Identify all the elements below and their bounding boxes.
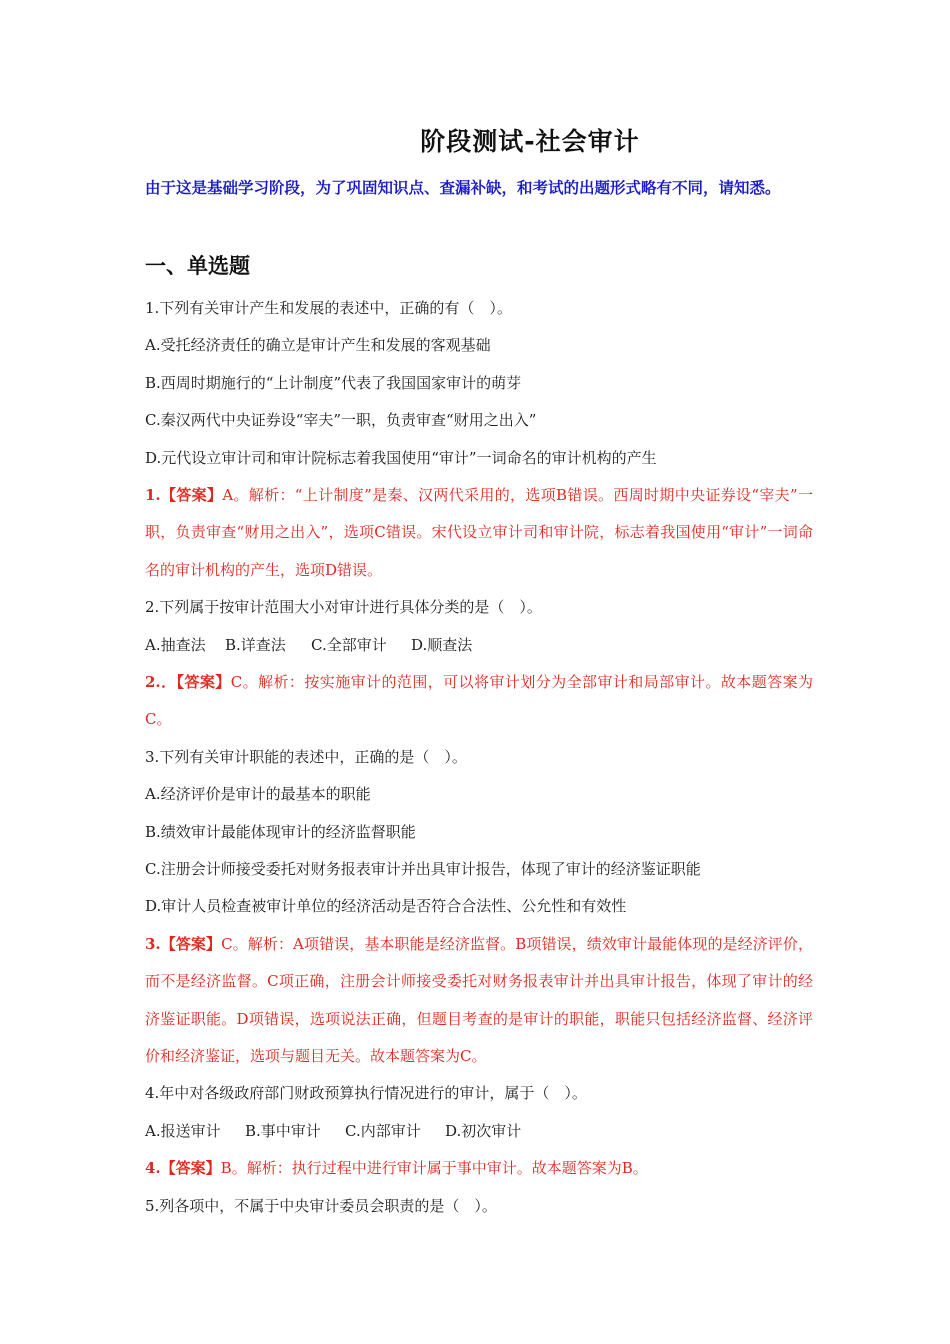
answer-explanation: A。解析：“上计制度”是秦、汉两代采用的，选项B错误。西周时期中央证券设“宰夫”一职，负责审查“财用之出入”，选项C错误。宋代设立审计司和审计院，标志着我国使用“审计”一词命名的审计机构的产生，选项D错误。	[145, 485, 813, 579]
question-4-options	[145, 1113, 813, 1150]
question-2-answer	[145, 664, 813, 739]
question-4-option-d: D.初次审计	[445, 1121, 522, 1140]
question-4-option-c: C.内部审计	[345, 1121, 421, 1140]
question-2-option-d: D.顺查法	[411, 635, 473, 654]
answer-explanation: B。解析：执行过程中进行审计属于事中审计。故本题答案为B。	[220, 1159, 648, 1178]
question-5-stem: 5.列各项中，不属于中央审计委员会职责的是（ ）。	[145, 1196, 497, 1215]
section-heading: 一、单选题	[145, 254, 250, 278]
question-3-option-d: D.审计人员检查被审计单位的经济活动是否符合合法性、公允性和有效性	[145, 897, 627, 916]
question-2-options	[145, 627, 813, 664]
question-1-option-b: B.西周时期施行的“上计制度”代表了我国国家审计的萌芽	[145, 373, 522, 392]
answer-tag: 2.．【答案】	[145, 672, 231, 691]
answer-tag: 3.【答案】	[145, 934, 222, 953]
question-1-stem: 1.下列有关审计产生和发展的表述中，正确的有（ ）。	[145, 299, 512, 317]
question-3-stem: 3.下列有关审计职能的表述中，正确的是（ ）。	[145, 747, 467, 766]
study-notice: 由于这是基础学习阶段，为了巩固知识点、查漏补缺，和考试的出题形式略有不同，请知悉。	[145, 179, 781, 197]
question-1-option-a: A.受托经济责任的确立是审计产生和发展的客观基础	[145, 336, 491, 355]
question-2-option-c: C.全部审计	[311, 635, 387, 654]
question-4-stem: 4.年中对各级政府部门财政预算执行情况进行的审计，属于（ ）。	[145, 1084, 587, 1103]
question-4-option-b: B.事中审计	[245, 1121, 321, 1140]
answer-tag: 1.【答案】	[145, 485, 223, 504]
question-3-option-b: B.绩效审计最能体现审计的经济监督职能	[145, 822, 416, 841]
answer-tag: 4.【答案】	[145, 1159, 221, 1178]
question-4-option-a: A.报送审计	[145, 1121, 221, 1140]
question-1-option-d: D.元代设立审计司和审计院标志着我国使用“审计”一词命名的审计机构的产生	[145, 448, 657, 467]
question-4-answer	[145, 1150, 813, 1187]
question-2-stem: 2.下列属于按审计范围大小对审计进行具体分类的是（ ）。	[145, 598, 542, 617]
question-3-option-c: C.注册会计师接受委托对财务报表审计并出具审计报告，体现了审计的经济鉴证职能	[145, 859, 701, 878]
question-2-option-a: A.抽查法	[145, 635, 206, 654]
question-3-option-a: A.经济评价是审计的最基本的职能	[145, 785, 371, 804]
answer-explanation: C。解析：A项错误，基本职能是经济监督。B项错误，绩效审计最能体现的是经济评价，而不是经济监督。C项正确，注册会计师接受委托对财务报表审计并出具审计报告，体现了审计的经济鉴证职能。D项错误，选项说法正确，但题目考查的是审计的职能，职能只包括经济监督、经济评价和经济鉴证，选项与题目无关。故本题答案为C。	[145, 934, 813, 1065]
question-1-answer	[145, 477, 813, 589]
answer-explanation: C。解析：按实施审计的范围，可以将审计划分为全部审计和局部审计。故本题答案为C。	[145, 672, 813, 729]
question-1-option-c: C.秦汉两代中央证券设“宰夫”一职，负责审查“财用之出入”	[145, 411, 537, 430]
question-3-answer	[145, 926, 813, 1076]
question-list	[145, 290, 813, 1225]
page-title: 阶段测试-社会审计	[420, 127, 640, 156]
question-2-option-b: B.详查法	[225, 635, 286, 654]
